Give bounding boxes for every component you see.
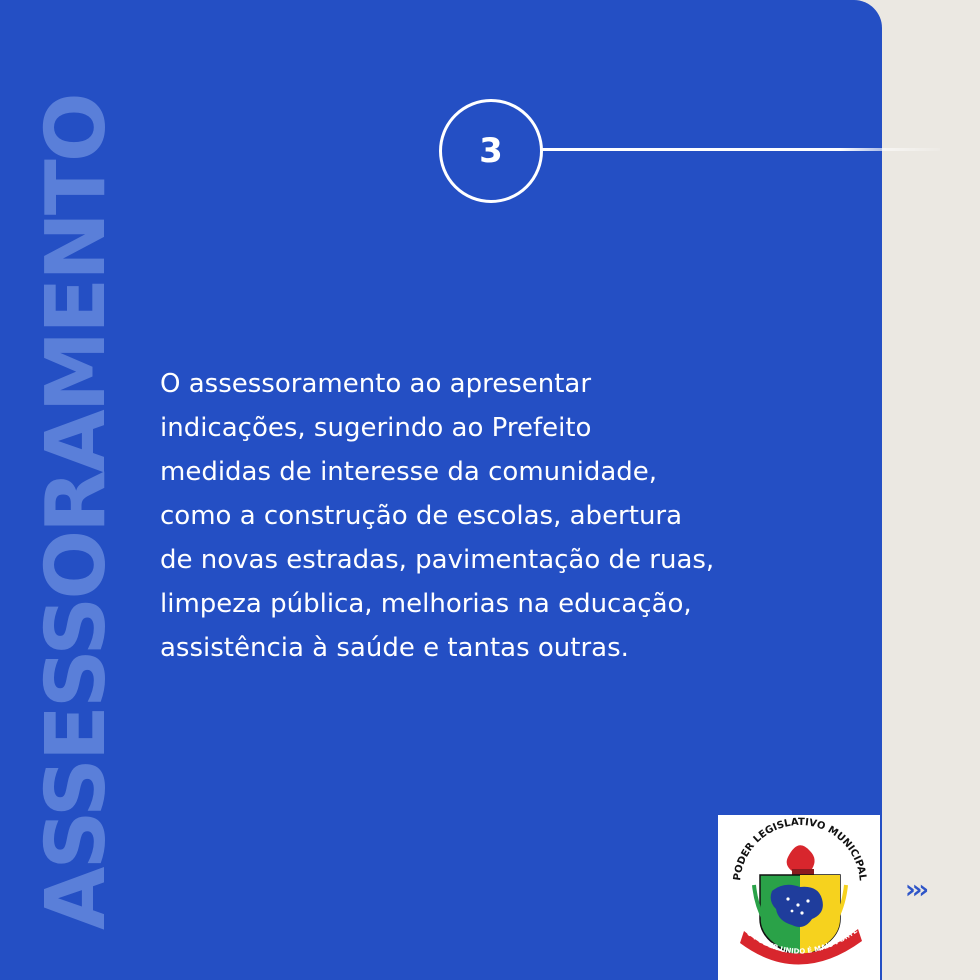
svg-text:O PODER UNIDO É MAIS FORTE: O PODER UNIDO É MAIS FORTE [744, 926, 860, 956]
svg-text:PODER LEGISLATIVO MUNICIPAL: PODER LEGISLATIVO MUNICIPAL [732, 816, 868, 882]
coat-of-arms-emblem [718, 815, 880, 980]
vertical-title: ASSESSORAMENTO [29, 95, 124, 930]
step-divider-line [540, 148, 940, 151]
step-number: 3 [479, 131, 503, 171]
body-paragraph: O assessoramento ao apresentar indicações, sugerindo ao Prefeito medidas de interesse da comunidade, como a construção de escolas, abertura de novas estradas, pavimentação de ruas, limpeza pública, melhorias na educação, assistência à saúde e tantas outras. [160, 369, 715, 663]
next-slide-chevrons-icon[interactable]: ››› [905, 875, 926, 905]
step-number-badge [439, 99, 543, 203]
municipal-legislature-logo [718, 815, 880, 980]
